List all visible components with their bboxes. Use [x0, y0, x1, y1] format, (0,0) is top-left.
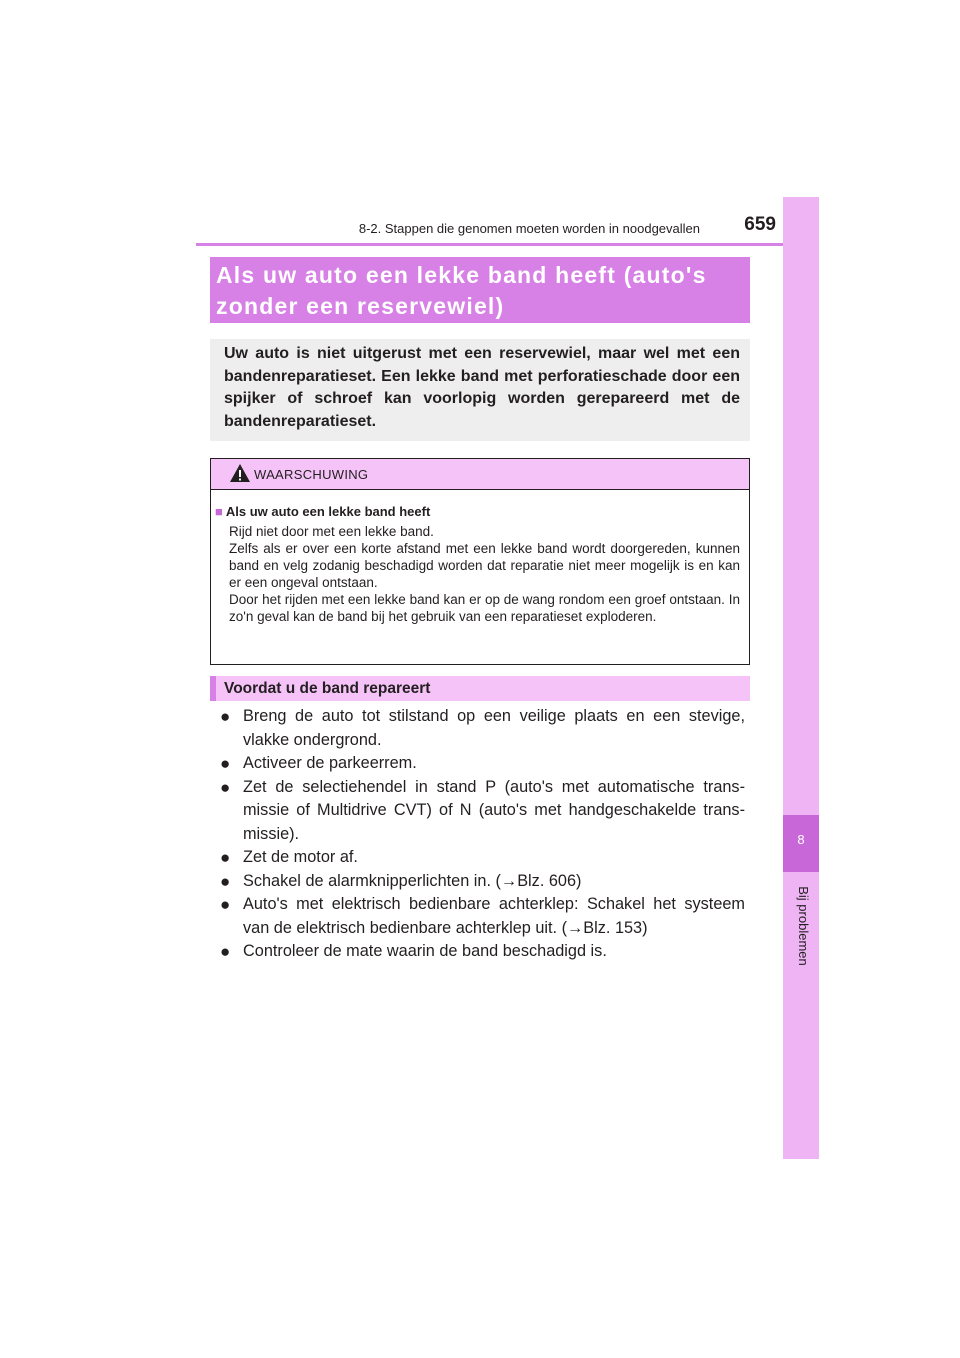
list-item — [220, 940, 745, 964]
list-item-text: Zet de selectiehendel in stand P (auto's met automatische transmissie of Multidrive CVT) of N (auto's met handgeschakelde transmissie). — [243, 777, 745, 843]
bullet-dot-icon: ● — [220, 942, 231, 961]
warning-box — [210, 458, 750, 665]
running-header: 8-2. Stappen die genomen moeten worden in noodgevallen — [358, 221, 700, 236]
warning-label: WAARSCHUWING — [254, 467, 369, 482]
page-number: 659 — [744, 214, 776, 235]
intro-paragraph: Uw auto is niet uitgerust met een reservewiel, maar wel met een bandenreparatieset. Een lekke band met perforatieschade door een spijker of schroef kan voorlopig worden gerepareerd met de bandenreparatieset. — [210, 339, 750, 441]
list-item-text: Breng de auto tot stilstand op een veilige plaats en een stevige, vlakke ondergrond. — [243, 707, 745, 749]
list-item-text: Auto's met elektrisch bedienbare achterklep: Schakel het systeem van de elektrisch bedienbare achterklep uit. (→Blz. 153) — [243, 895, 745, 937]
warning-paragraph: Zelfs als er over een korte afstand met een lekke band wordt doorgereden, kunnen band en velg zodanig beschadigd worden dat reparatie niet meer mogelijk is en kan er een ongeval ontstaan. — [229, 541, 740, 590]
list-item — [220, 752, 745, 776]
header-divider — [196, 243, 819, 246]
section-heading-line-1: Als uw auto een lekke band heeft (auto's — [216, 262, 707, 288]
bullet-dot-icon: ● — [220, 895, 231, 914]
warning-paragraph: Door het rijden met een lekke band kan er op de wang rondom een groef ontstaan. In zo'n geval kan de band bij het gebruik van een reparatieset exploderen. — [229, 592, 740, 624]
warning-body — [229, 523, 740, 625]
bullet-dot-icon: ● — [220, 707, 231, 726]
list-item — [220, 893, 745, 940]
chapter-number: 8 — [797, 832, 805, 847]
warning-subheading-text: Als uw auto een lekke band heeft — [225, 504, 431, 519]
chapter-side-tab — [783, 197, 819, 1159]
subsection-title: Voordat u de band repareert — [224, 680, 431, 697]
list-item-text: Schakel de alarmknipperlichten in. (→Blz. 606) — [243, 871, 582, 890]
list-item-text: Zet de motor af. — [243, 848, 358, 866]
list-item — [220, 870, 745, 894]
bullet-list — [220, 705, 745, 964]
subsection-heading — [210, 676, 750, 701]
list-item-text: Controleer de mate waarin de band beschadigd is. — [243, 942, 607, 960]
list-item — [220, 846, 745, 870]
warning-triangle-icon — [229, 463, 251, 483]
bullet-dot-icon: ● — [220, 848, 231, 867]
list-item — [220, 776, 745, 847]
warning-header — [211, 459, 749, 490]
list-item — [220, 705, 745, 752]
subsection-accent-bar — [210, 676, 216, 701]
bullet-dot-icon: ● — [220, 871, 231, 891]
section-heading — [210, 257, 750, 323]
chapter-title: Bij problemen — [796, 886, 811, 966]
warning-subheading — [215, 504, 430, 519]
bullet-dot-icon: ● — [220, 754, 231, 773]
square-bullet-icon: ■ — [215, 504, 223, 519]
bullet-dot-icon: ● — [220, 777, 231, 797]
list-item-text: Activeer de parkeerrem. — [243, 754, 417, 772]
warning-paragraph: Rijd niet door met een lekke band. — [229, 524, 434, 539]
section-heading-line-2: zonder een reservewiel) — [216, 293, 505, 319]
